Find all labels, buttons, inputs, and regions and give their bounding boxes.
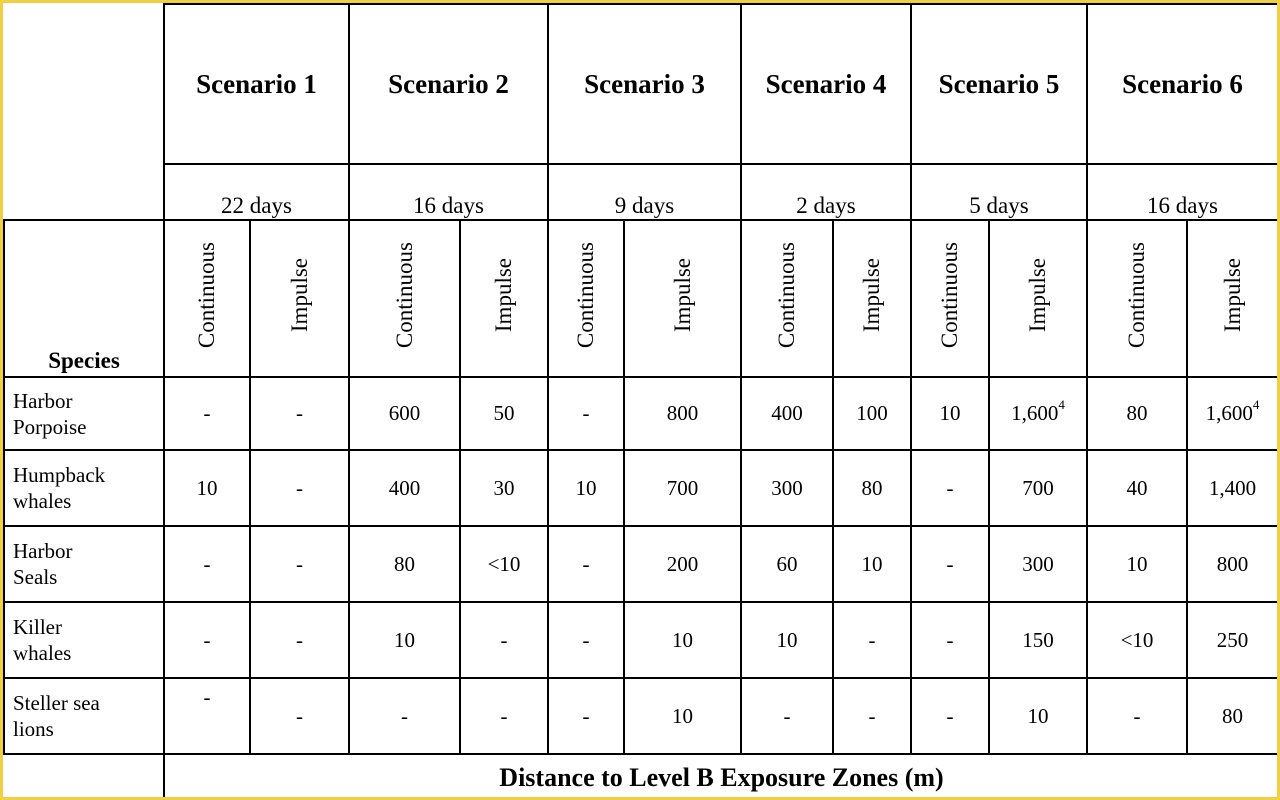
type-continuous-header [911,220,989,377]
value-text: - [203,627,211,652]
value-text: 400 [771,401,803,425]
value-cell [833,377,911,450]
value-cell [989,450,1087,526]
value-text: 1,400 [1208,475,1257,500]
value-cell [164,450,250,526]
value-cell [1087,678,1187,754]
scenario-1-header: Scenario 1 [164,4,349,164]
type-impulse-header [624,220,741,377]
value-text: - [946,551,954,576]
value-cell [1087,377,1187,450]
value-cell [460,377,548,450]
value-text: 200 [666,551,699,576]
value-text: 300 [771,475,803,500]
value-cell [833,678,911,754]
value-text: 100 [856,401,888,425]
species-name-line: lions [13,717,54,741]
value-text: 700 [666,475,699,500]
species-name-line: Porpoise [13,414,87,439]
value-text: 10 [776,627,798,652]
value-cell [349,450,460,526]
value-text: - [500,703,508,728]
species-name-line: whales [13,641,72,665]
value-cell [1087,526,1187,602]
value-cell [741,526,833,602]
value-text: - [296,551,303,576]
value-cell [250,377,349,450]
value-cell [250,526,349,602]
value-cell [741,450,833,526]
type-continuous-header [548,220,624,377]
type-label: Impulse [286,258,312,333]
value-cell [548,450,624,526]
exposure-zone-table [3,3,1279,800]
value-cell [349,602,460,678]
value-cell [989,526,1087,602]
value-text: <10 [487,551,521,576]
value-cell [164,602,250,678]
type-label: Impulse [1219,258,1245,333]
value-text: 80 [1222,703,1243,728]
scenario-3-header: Scenario 3 [548,4,741,164]
value-text: 1,600 [1011,401,1059,425]
scenario-1-days: 22 days [164,164,349,220]
value-text: - [203,685,211,709]
species-name [4,602,164,678]
value-text: - [582,401,590,425]
table-row [4,678,1278,754]
value-text: 60 [776,551,798,576]
species-name [4,450,164,526]
type-continuous-header [1087,220,1187,377]
value-cell [624,678,741,754]
value-cell [349,526,460,602]
value-text: - [296,627,303,652]
value-cell [989,602,1087,678]
value-text: - [296,401,303,425]
table-body [4,377,1278,754]
value-text: - [582,627,590,652]
type-continuous-header [741,220,833,377]
value-text: - [783,703,791,728]
value-text: 40 [1126,475,1148,500]
value-text: 800 [666,401,699,425]
scenario-5-days: 5 days [911,164,1087,220]
value-text: 10 [1027,703,1049,728]
value-cell [250,678,349,754]
value-text: 10 [575,475,597,500]
table-row [4,602,1278,678]
value-text: 10 [861,551,883,576]
value-cell [349,377,460,450]
species-name-line: Humpback [13,463,106,487]
type-label: Continuous [774,242,799,349]
value-text: - [582,551,590,576]
value-text: - [296,703,303,728]
value-cell [548,678,624,754]
value-text: 700 [1022,475,1054,500]
scenario-2-header: Scenario 2 [349,4,548,164]
days-row [4,164,1278,220]
type-label: Continuous [391,242,417,349]
type-header-row [4,220,1278,377]
corner-cell [4,4,164,220]
type-label: Continuous [937,242,962,349]
value-cell [349,678,460,754]
type-impulse-header [833,220,911,377]
type-label: Impulse [669,258,695,333]
scenario-5-header: Scenario 5 [911,4,1087,164]
value-text: 150 [1022,627,1054,652]
value-cell [1187,450,1278,526]
value-cell [1187,526,1278,602]
footer-row [4,754,1278,800]
value-cell [911,450,989,526]
footnote-marker: 4 [1058,397,1065,412]
value-text: 300 [1022,551,1054,576]
type-impulse-header [1187,220,1278,377]
value-cell [624,602,741,678]
value-text: - [203,401,211,425]
value-cell [460,526,548,602]
type-label: Impulse [859,258,884,333]
value-cell [164,678,250,754]
table-row [4,526,1278,602]
value-cell [911,377,989,450]
scenario-6-header: Scenario 6 [1087,4,1278,164]
footer-blank-cell [4,754,164,800]
value-cell [989,678,1087,754]
value-cell [833,526,911,602]
value-text: 400 [388,475,421,500]
value-text: 80 [394,551,415,576]
value-cell [164,526,250,602]
scenario-4-days: 2 days [741,164,911,220]
value-cell [548,377,624,450]
type-label: Continuous [1124,242,1149,349]
value-text: 80 [1126,401,1148,425]
value-text: <10 [1120,627,1154,652]
value-text: 50 [493,401,515,425]
value-cell [911,678,989,754]
type-continuous-header [164,220,250,377]
value-text: 10 [196,475,218,500]
value-text: - [868,627,876,652]
value-text: - [946,475,954,500]
value-text: - [946,703,954,728]
value-cell [833,602,911,678]
scenario-3-days: 9 days [548,164,741,220]
value-text: 250 [1216,627,1249,652]
value-cell [250,450,349,526]
value-text: 800 [1216,551,1249,576]
value-cell [741,678,833,754]
type-label: Continuous [573,242,598,349]
value-cell [548,526,624,602]
value-cell [1087,450,1187,526]
value-cell [989,377,1087,450]
species-name [4,377,164,450]
value-text: 10 [939,401,961,425]
scenario-header-row [4,4,1278,164]
table-footer-caption: Distance to Level B Exposure Zones (m) [164,754,1278,800]
type-label: Impulse [491,258,516,333]
value-cell [1187,678,1278,754]
value-cell [1187,602,1278,678]
table-row [4,377,1278,450]
species-name-line: Steller sea [13,691,100,715]
value-cell [833,450,911,526]
type-impulse-header [989,220,1087,377]
value-text: - [946,627,954,652]
value-cell [741,602,833,678]
species-name-line: Killer [13,615,62,639]
value-text: 10 [672,703,693,728]
type-label: Impulse [1025,258,1050,333]
value-text: - [401,703,408,728]
value-text: 30 [493,475,515,500]
value-cell [460,602,548,678]
value-cell [911,602,989,678]
value-text: 1,600 [1205,401,1253,425]
species-name-line: whales [13,489,72,513]
value-cell [624,377,741,450]
value-cell [741,377,833,450]
value-cell [911,526,989,602]
type-continuous-header [349,220,460,377]
value-text: - [1133,703,1141,728]
value-cell [624,450,741,526]
type-label: Continuous [194,242,219,349]
value-cell [250,602,349,678]
value-cell [460,450,548,526]
species-name-line: Seals [13,565,58,589]
value-text: - [582,703,590,728]
species-header: Species [4,220,164,377]
footnote-marker: 4 [1252,397,1260,412]
value-text: - [500,627,508,652]
type-impulse-header [460,220,548,377]
species-name [4,678,164,754]
value-text: 600 [388,401,421,425]
value-cell [164,377,250,450]
value-cell [1187,377,1278,450]
value-cell [1087,602,1187,678]
value-text: 10 [672,627,693,652]
species-name-line: Harbor [13,539,73,563]
table-row [4,450,1278,526]
value-cell [548,602,624,678]
scenario-2-days: 16 days [349,164,548,220]
value-text: 10 [1126,551,1148,576]
scenario-6-days: 16 days [1087,164,1278,220]
scenario-4-header: Scenario 4 [741,4,911,164]
species-name-line: Harbor [13,388,73,413]
value-text: - [868,703,876,728]
type-impulse-header [250,220,349,377]
value-text: 80 [861,475,883,500]
species-name [4,526,164,602]
value-text: - [296,475,303,500]
value-text: 10 [394,627,415,652]
value-cell [624,526,741,602]
value-text: - [203,551,211,576]
value-cell [460,678,548,754]
